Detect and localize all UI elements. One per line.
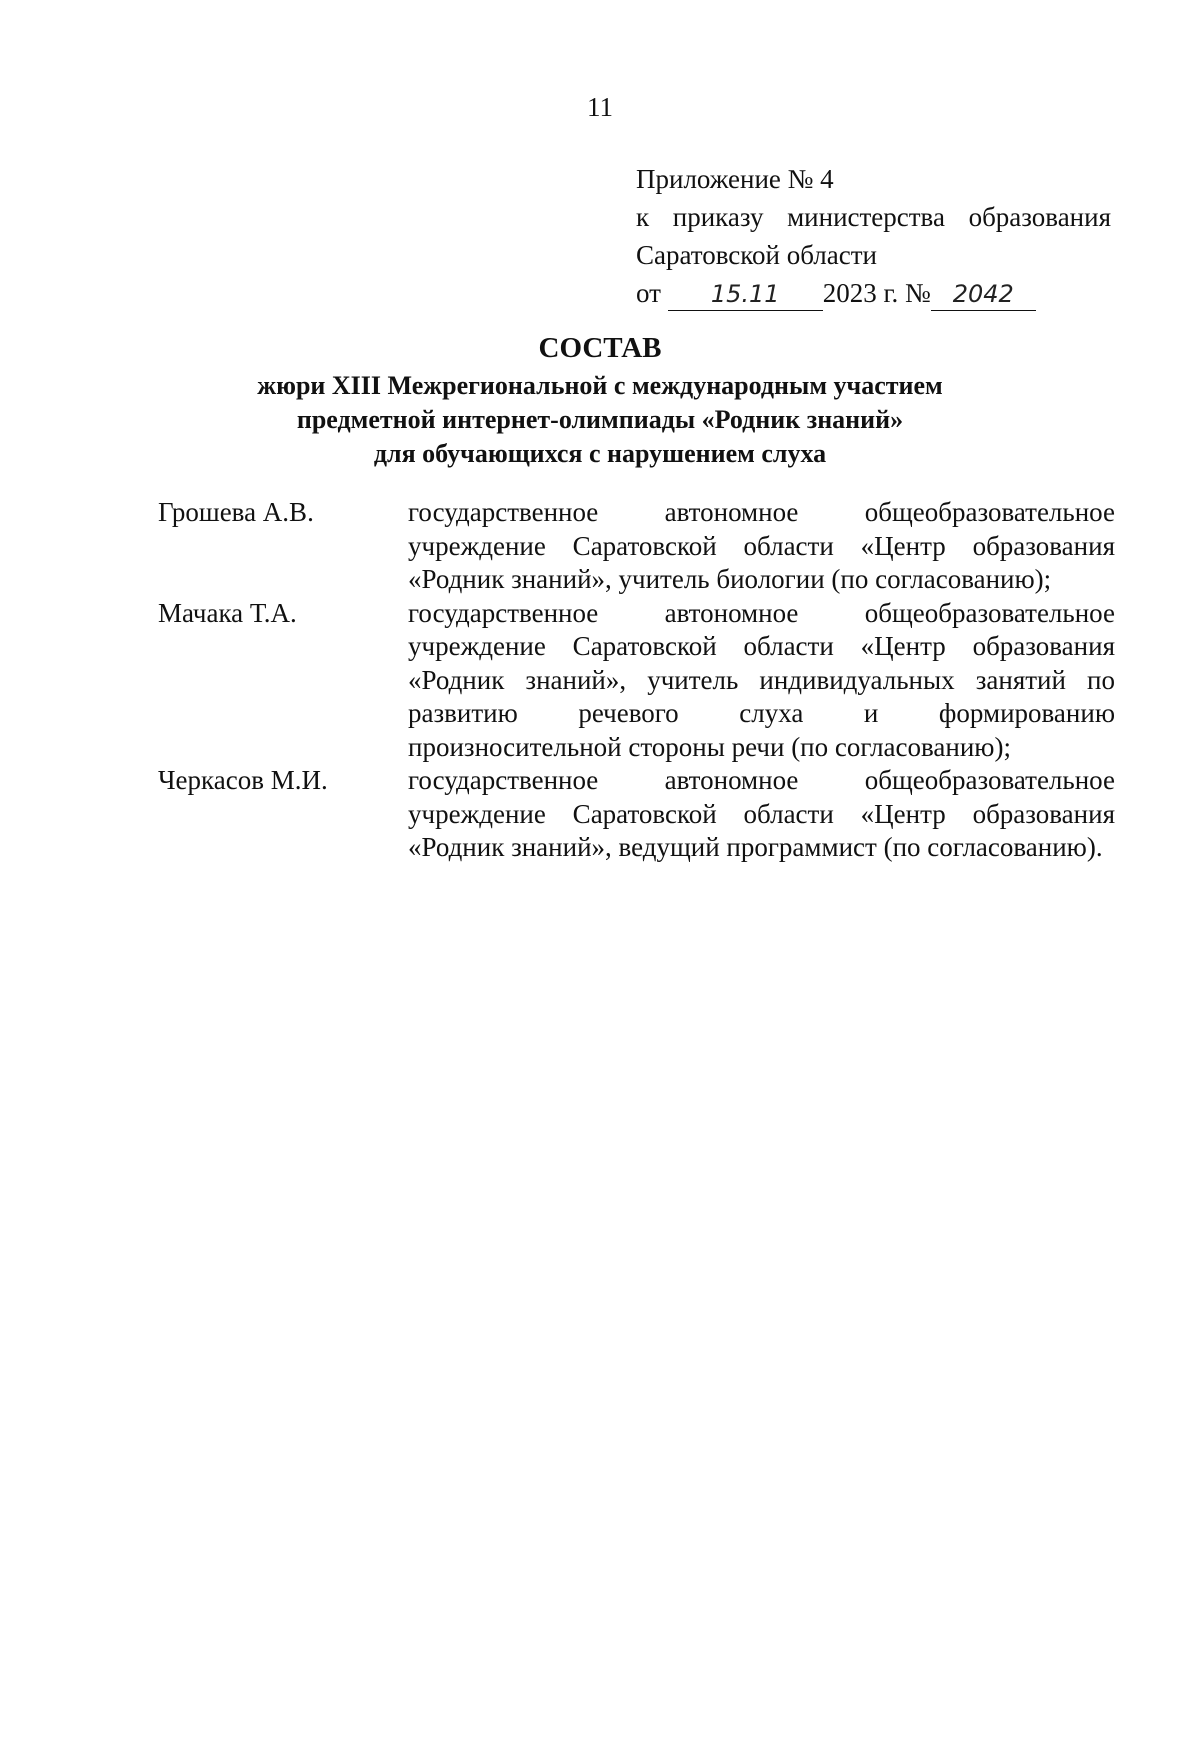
document-title bbox=[0, 327, 1200, 471]
member-name: Мачака Т.А. bbox=[158, 597, 297, 628]
appendix-order-line: к приказу министерства образования bbox=[636, 202, 1111, 232]
jury-member bbox=[158, 764, 1115, 865]
title-line-3: для обучающихся с нарушением слуха bbox=[373, 439, 827, 468]
member-name: Грошева А.В. bbox=[158, 497, 314, 527]
year-and-number-label: 2023 г. № bbox=[822, 278, 931, 308]
date-prefix: от bbox=[636, 278, 661, 308]
jury-member bbox=[158, 597, 1115, 765]
member-description: государственное автономное общеобразовательное учреждение Саратовской области «Центр образования «Родник знаний», учитель индивидуальных занятий по развитию речевого слуха и формированию произносительной стороны речи (по согласованию); bbox=[408, 597, 1115, 762]
title-main: СОСТАВ bbox=[538, 332, 662, 364]
appendix-region-line: Саратовской области bbox=[636, 240, 877, 270]
appendix-header bbox=[636, 160, 1111, 313]
appendix-date-line bbox=[636, 274, 1111, 313]
title-line-2: предметной интернет-олимпиады «Родник знаний» bbox=[296, 405, 904, 434]
title-line-1: жюри XIII Межрегиональной с международным участием bbox=[257, 371, 943, 400]
member-name: Черкасов М.И. bbox=[158, 765, 328, 795]
member-description: государственное автономное общеобразовательное учреждение Саратовской области «Центр образования «Родник знаний», ведущий программист (по согласованию). bbox=[408, 765, 1115, 862]
appendix-title: Приложение № 4 bbox=[636, 164, 834, 194]
handwritten-order-number: 2042 bbox=[931, 275, 1036, 313]
jury-member bbox=[158, 496, 1115, 597]
member-description: государственное автономное общеобразовательное учреждение Саратовской области «Центр образования «Родник знаний», учитель биологии (по согласованию); bbox=[408, 497, 1115, 594]
page-number: 11 bbox=[587, 92, 613, 122]
handwritten-date: 15.11 bbox=[668, 275, 823, 313]
jury-members-list bbox=[158, 496, 1115, 865]
